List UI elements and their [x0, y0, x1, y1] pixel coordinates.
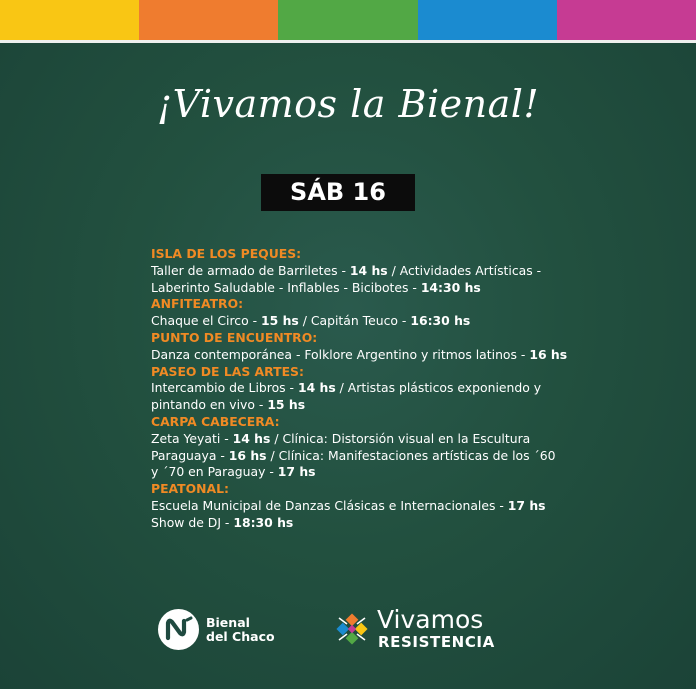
event-text: Taller de armado de Barriletes -	[151, 262, 350, 278]
event-time: 15 hs	[267, 397, 306, 413]
event-text: Chaque el Circo -	[151, 313, 262, 329]
event-text: / Artistas plásticos exponiendo y	[335, 380, 542, 396]
event-text: / Capitán Teuco -	[298, 313, 411, 329]
event-time: 16 hs	[228, 447, 267, 463]
event-text: Show de DJ -	[151, 514, 234, 530]
bienal-n-icon	[158, 609, 199, 650]
bienal-logo-line2: del Chaco	[206, 629, 275, 644]
day-badge: SÁB 16	[261, 174, 415, 211]
event-time: 16 hs	[529, 346, 568, 362]
event-time: 14 hs	[349, 262, 388, 278]
event-time: 14:30 hs	[420, 279, 481, 295]
vivamos-pinwheel-icon	[333, 610, 371, 652]
section-title: PEATONAL:	[151, 481, 229, 497]
event-text: / Actividades Artísticas -	[387, 262, 542, 278]
vivamos-resistencia-logo	[333, 606, 513, 656]
schedule-line	[151, 464, 571, 481]
event-time: 15 hs	[261, 313, 299, 329]
bienal-del-chaco-logo	[158, 609, 288, 651]
section-title: PASEO DE LAS ARTES:	[151, 363, 304, 379]
event-text: Zeta Yeyati -	[151, 430, 233, 446]
event-time: 17 hs	[277, 464, 316, 480]
schedule-line	[151, 431, 571, 448]
event-text: Paraguaya -	[151, 447, 229, 463]
event-text: Laberinto Saludable - Inflables - Bicibotes -	[151, 279, 421, 295]
color-stripe	[557, 0, 696, 40]
event-time: 18:30 hs	[233, 514, 294, 530]
event-text: Danza contemporánea - Folklore Argentino y ritmos latinos -	[151, 346, 530, 362]
schedule-line	[151, 515, 571, 532]
event-text: pintando en vivo -	[151, 397, 268, 413]
schedule-line	[151, 280, 571, 297]
event-text: Escuela Municipal de Danzas Clásicas e Internacionales -	[151, 497, 508, 513]
event-text: / Clínica: Manifestaciones artísticas de los ´60	[266, 447, 556, 463]
color-stripe	[139, 0, 278, 40]
event-time: 14 hs	[232, 430, 271, 446]
schedule-line	[151, 263, 571, 280]
bienal-logo-text	[206, 616, 275, 644]
section-title: CARPA CABECERA:	[151, 413, 280, 429]
section-title: ANFITEATRO:	[151, 296, 244, 312]
color-stripe	[0, 0, 139, 40]
event-text: y ´70 en Paraguay -	[151, 464, 278, 480]
schedule-line	[151, 498, 571, 515]
vivamos-logo-word: Vivamos	[377, 605, 484, 634]
color-stripe	[278, 0, 417, 40]
section-title: ISLA DE LOS PEQUES:	[151, 246, 302, 261]
event-time: 14 hs	[297, 380, 336, 396]
bienal-logo-line1: Bienal	[206, 615, 250, 630]
color-stripes	[0, 0, 696, 40]
schedule-line	[151, 380, 571, 397]
schedule	[151, 246, 571, 532]
schedule-line	[151, 347, 571, 364]
event-time: 17 hs	[507, 497, 546, 513]
resistencia-logo-word: RESISTENCIA	[378, 633, 495, 651]
schedule-line	[151, 313, 571, 330]
schedule-line	[151, 397, 571, 414]
stripe-divider	[0, 40, 696, 43]
event-text: / Clínica: Distorsión visual en la Escultura	[270, 430, 531, 446]
schedule-line	[151, 448, 571, 465]
poster-title: ¡Vivamos la Bienal!	[156, 82, 540, 126]
section-title: PUNTO DE ENCUENTRO:	[151, 329, 318, 345]
color-stripe	[418, 0, 557, 40]
event-text: Intercambio de Libros -	[151, 380, 298, 396]
event-time: 16:30 hs	[410, 313, 471, 329]
